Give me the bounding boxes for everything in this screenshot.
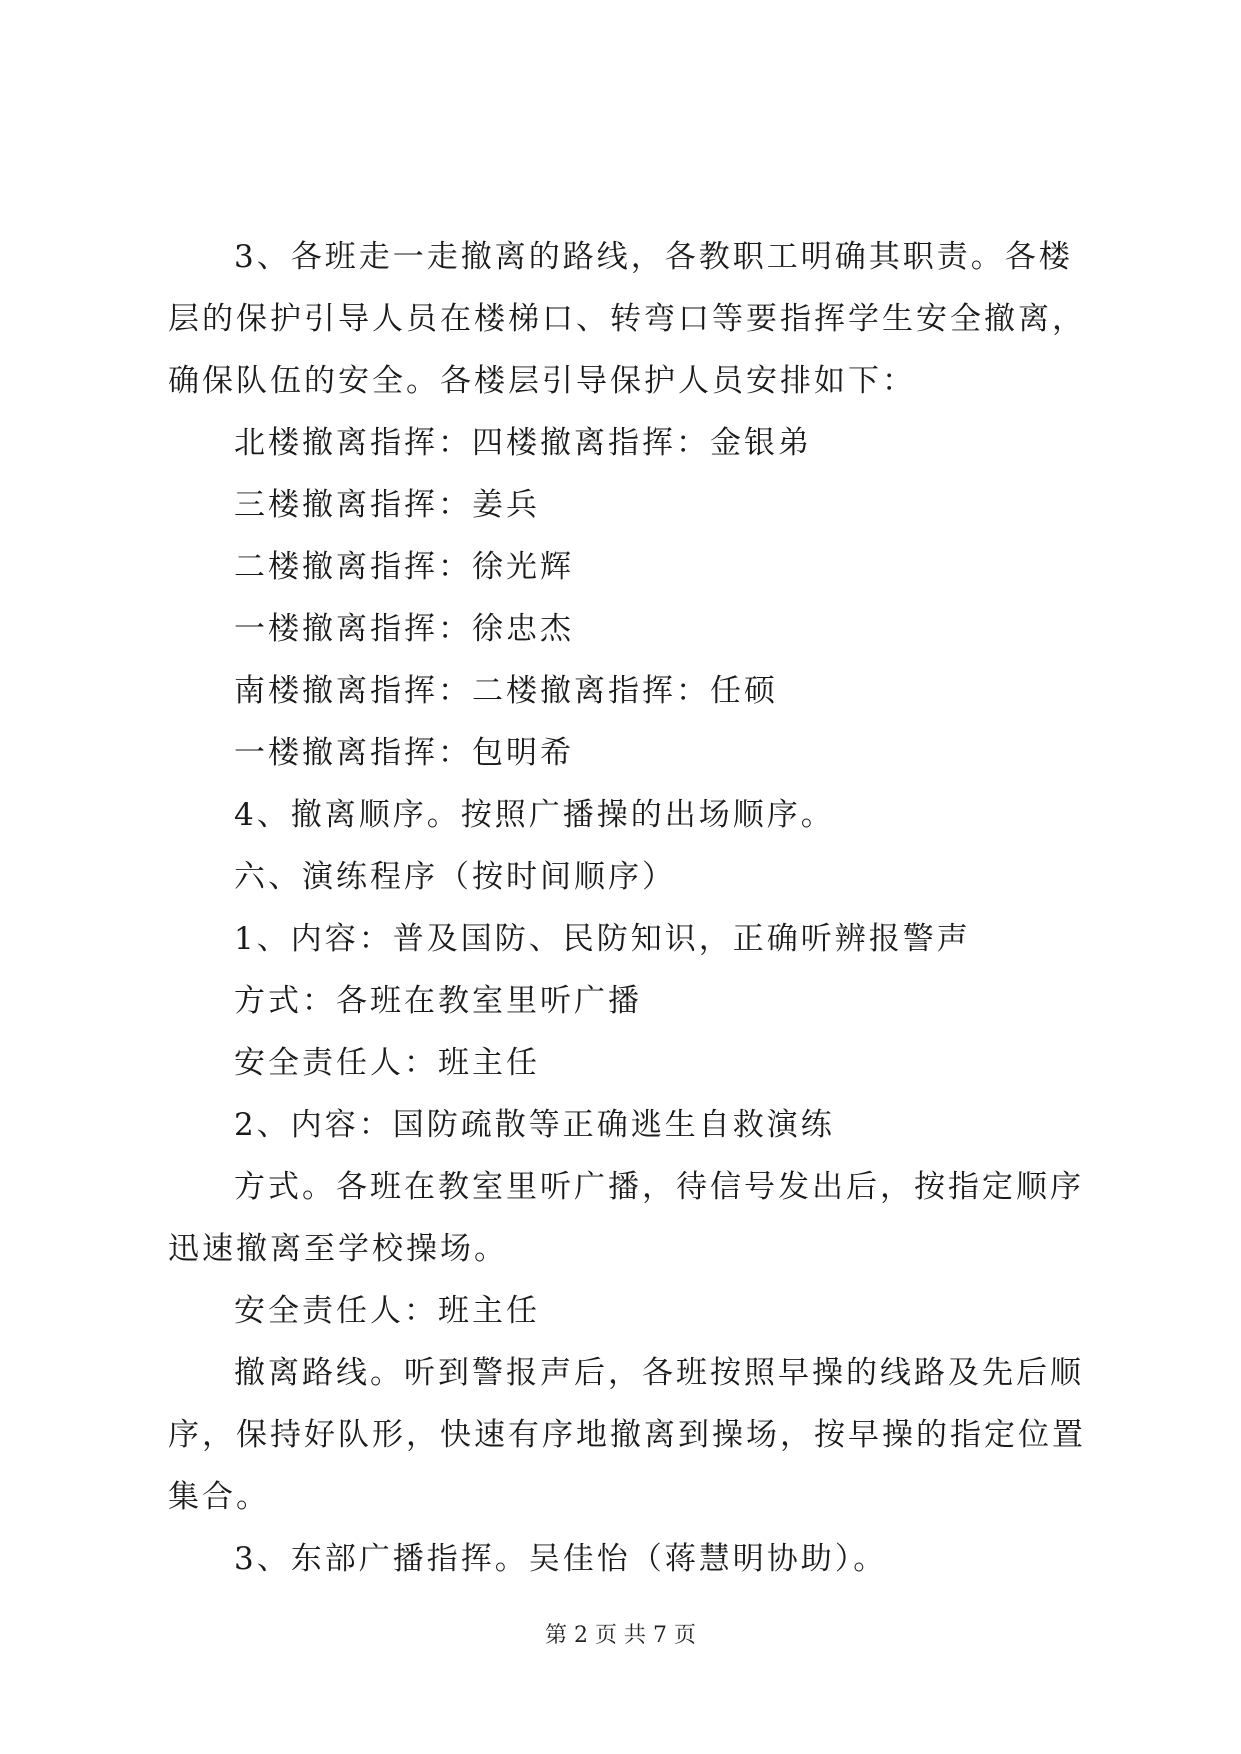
paragraph-north-building-1f: 一楼撤离指挥：徐忠杰 bbox=[234, 611, 574, 647]
document-body bbox=[168, 226, 1088, 1590]
paragraph-content-2: 2、内容：国防疏散等正确逃生自救演练 bbox=[234, 1107, 835, 1143]
paragraph-south-building-1f: 一楼撤离指挥：包明希 bbox=[234, 735, 574, 771]
paragraph-responsible-2: 安全责任人：班主任 bbox=[234, 1293, 540, 1329]
paragraph-south-building-2f: 南楼撤离指挥：二楼撤离指挥：任硕 bbox=[234, 673, 778, 709]
paragraph-evacuation-route: 3、各班走一走撤离的路线，各教职工明确其职责。各楼层的保护引导人员在楼梯口、转弯口等要指挥学生安全撤离，确保队伍的安全。各楼层引导保护人员安排如下： bbox=[168, 239, 1086, 399]
paragraph-north-building-4f: 北楼撤离指挥：四楼撤离指挥：金银弟 bbox=[234, 425, 812, 461]
paragraph-method-2: 方式。各班在教室里听广播，待信号发出后，按指定顺序迅速撤离至学校操场。 bbox=[168, 1169, 1084, 1267]
paragraph-north-building-2f: 二楼撤离指挥：徐光辉 bbox=[234, 549, 574, 585]
paragraph-north-building-3f: 三楼撤离指挥：姜兵 bbox=[234, 487, 540, 523]
page-number-footer: 第 2 页 共 7 页 bbox=[545, 1623, 696, 1648]
section-heading-drill-procedure: 六、演练程序（按时间顺序） bbox=[234, 859, 676, 895]
paragraph-method-1: 方式：各班在教室里听广播 bbox=[234, 983, 642, 1019]
paragraph-evacuation-path: 撤离路线。听到警报声后，各班按照早操的线路及先后顺序，保持好队形，快速有序地撤离到操场，按早操的指定位置集合。 bbox=[168, 1355, 1086, 1515]
paragraph-content-1: 1、内容：普及国防、民防知识，正确听辨报警声 bbox=[234, 921, 971, 957]
paragraph-east-broadcast: 3、东部广播指挥。吴佳怡（蒋慧明协助）。 bbox=[234, 1541, 888, 1577]
paragraph-evacuation-order: 4、撤离顺序。按照广播操的出场顺序。 bbox=[234, 797, 835, 833]
paragraph-responsible-1: 安全责任人：班主任 bbox=[234, 1045, 540, 1081]
